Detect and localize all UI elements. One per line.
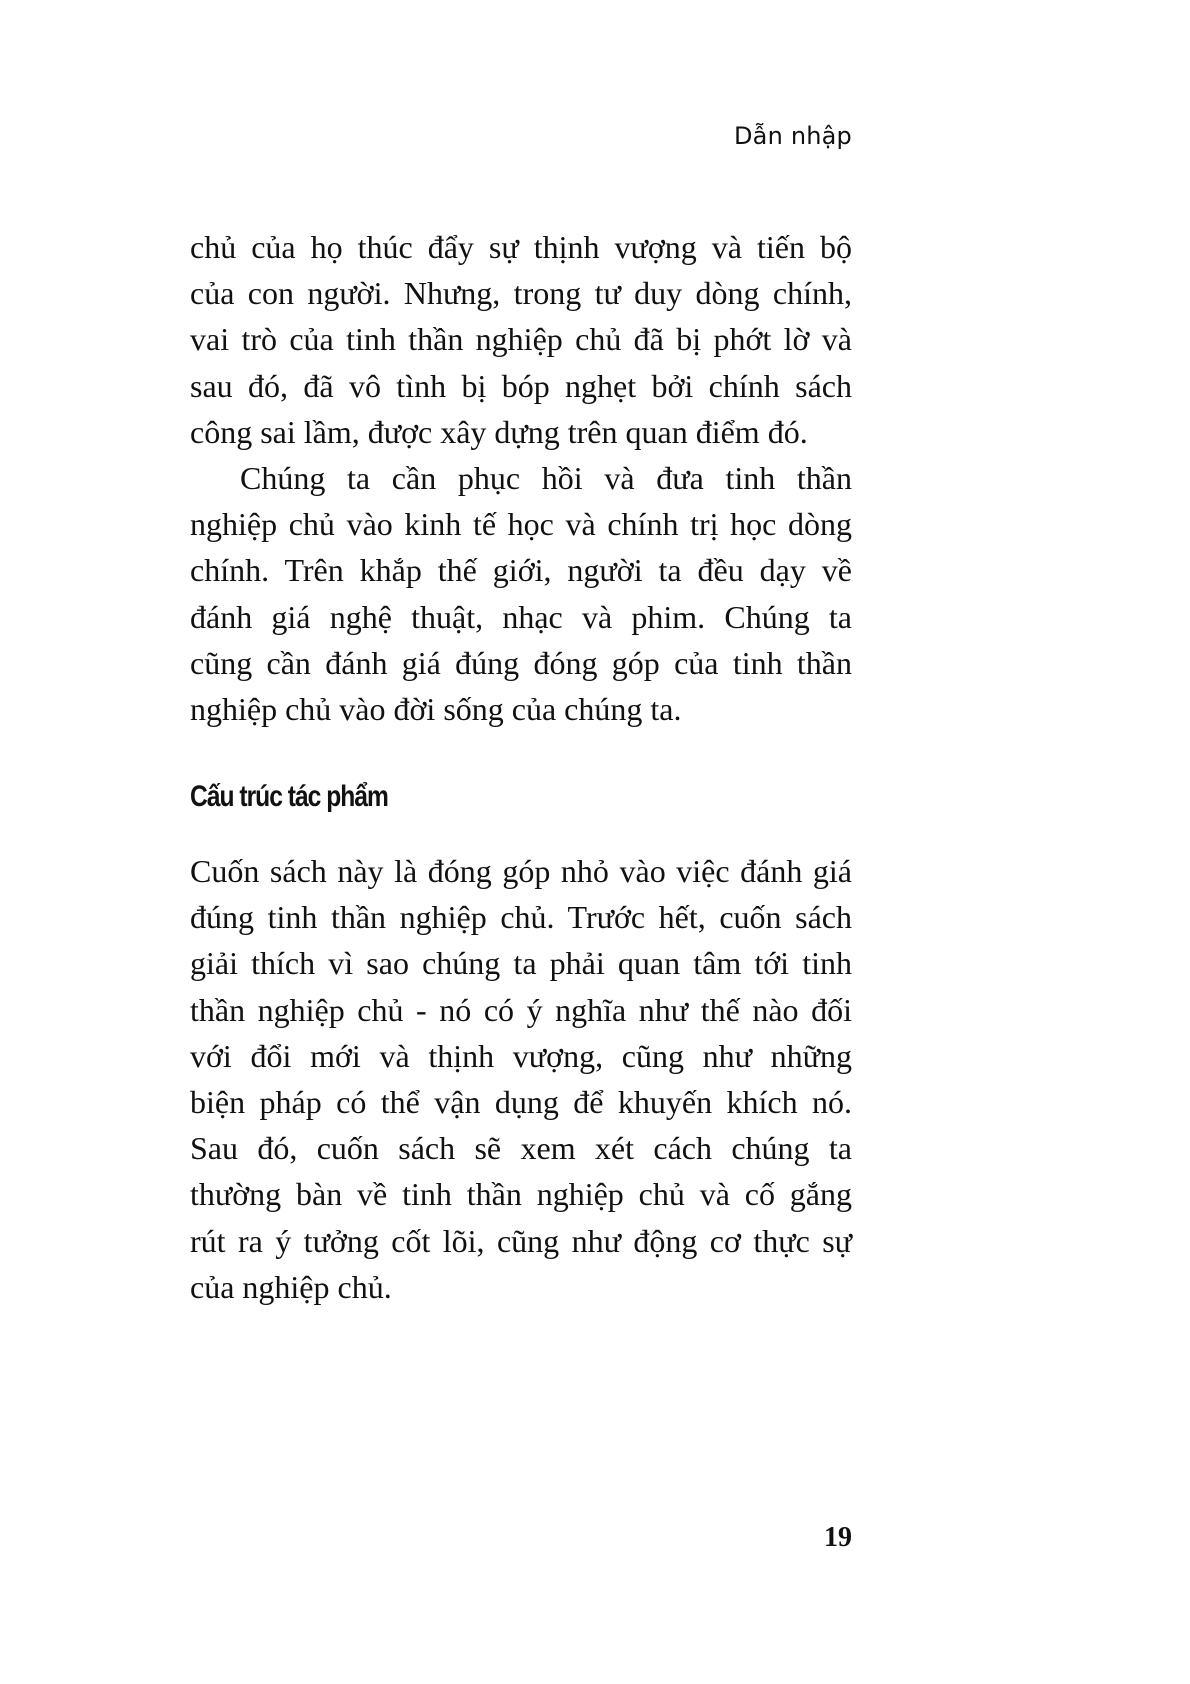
page-number: 19 — [824, 1522, 852, 1553]
text-line: của con người. Nhưng, trong tư duy dòng chính, — [190, 275, 852, 312]
paragraph — [190, 848, 852, 1310]
text-line: chủ của họ thúc đẩy sự thịnh vượng và tiến bộ — [190, 229, 852, 265]
text-line: giải thích vì sao chúng ta phải quan tâm tới tinh — [190, 945, 852, 982]
text-line: Sau đó, cuốn sách sẽ xem xét cách chúng ta — [190, 1130, 852, 1167]
running-header: Dẫn nhập — [734, 122, 852, 150]
text-line: đúng tinh thần nghiệp chủ. Trước hết, cuốn sách — [190, 899, 852, 936]
text-line: vai trò của tinh thần nghiệp chủ đã bị phớt lờ và — [190, 321, 852, 358]
text-line: nghiệp chủ vào đời sống của chúng ta. — [190, 690, 682, 727]
text-line: biện pháp có thể vận dụng để khuyến khích nó. — [190, 1083, 852, 1120]
text-line: chính. Trên khắp thế giới, người ta đều dạy về — [190, 552, 852, 589]
paragraph-continuation — [190, 224, 852, 455]
section-heading: Cấu trúc tác phẩm — [190, 780, 388, 813]
text-line: Cuốn sách này là đóng góp nhỏ vào việc đánh giá — [190, 853, 852, 889]
paragraph — [190, 455, 852, 732]
text-line: sau đó, đã vô tình bị bóp nghẹt bởi chính sách — [190, 367, 852, 404]
text-line: của nghiệp chủ. — [190, 1268, 392, 1305]
text-line: cũng cần đánh giá đúng đóng góp của tinh thần — [190, 644, 852, 681]
text-line: đánh giá nghệ thuật, nhạc và phim. Chúng ta — [190, 598, 852, 635]
text-line: với đổi mới và thịnh vượng, cũng như những — [190, 1037, 852, 1074]
text-line: Chúng ta cần phục hồi và đưa tinh thần — [240, 460, 852, 496]
text-line: thường bàn về tinh thần nghiệp chủ và cố gắng — [190, 1176, 852, 1213]
text-line: nghiệp chủ vào kinh tế học và chính trị học dòng — [190, 506, 852, 543]
text-line: rút ra ý tưởng cốt lõi, cũng như động cơ thực sự — [190, 1222, 852, 1259]
text-line: thần nghiệp chủ - nó có ý nghĩa như thế nào đối — [190, 991, 852, 1028]
text-line: công sai lầm, được xây dựng trên quan điểm đó. — [190, 413, 808, 450]
